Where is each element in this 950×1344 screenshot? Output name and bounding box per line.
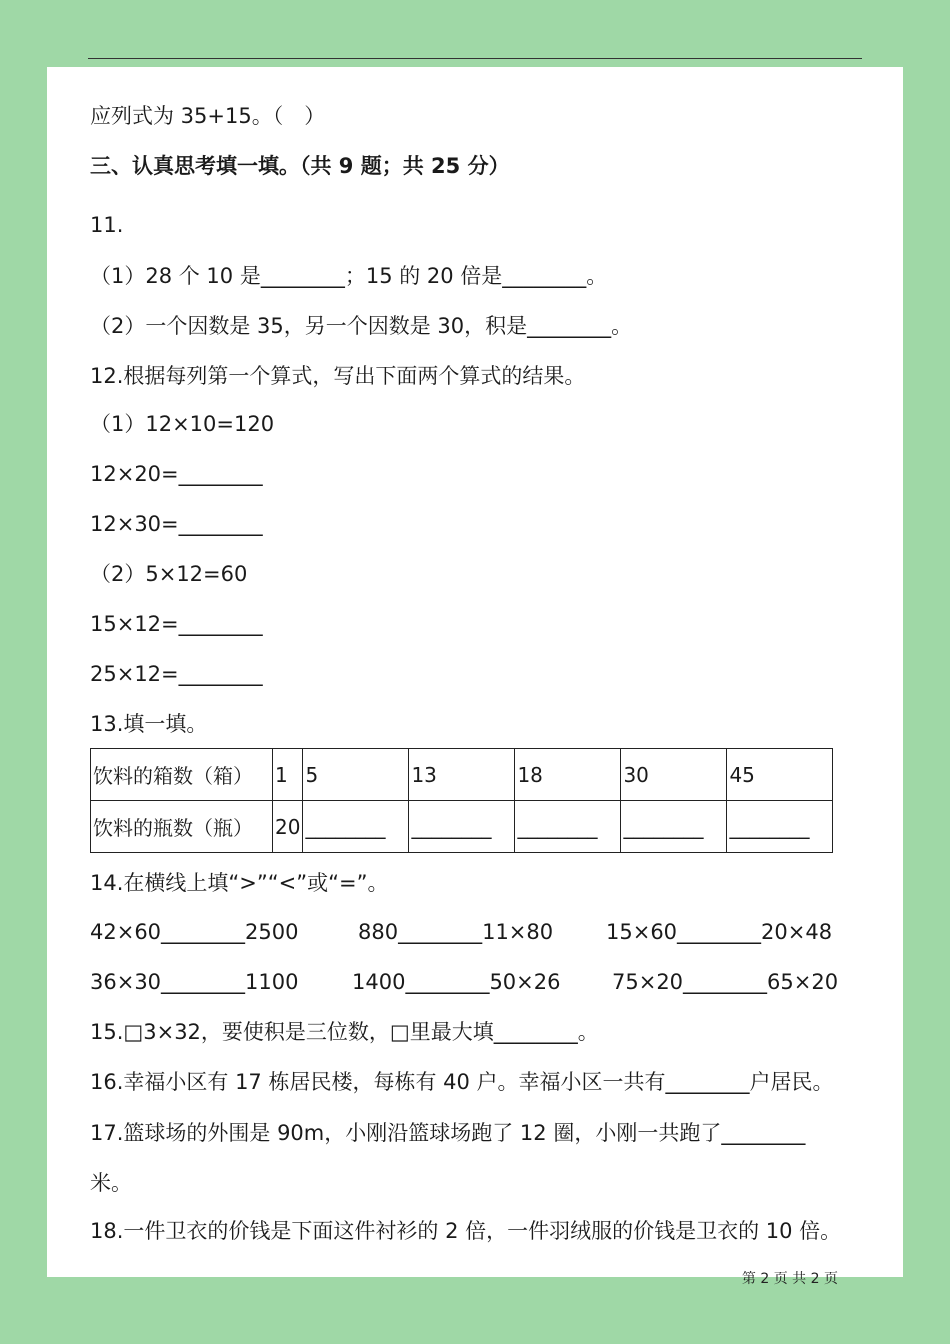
- comparison-item: 15×60________20×48: [606, 920, 833, 944]
- table-cell-blank: ________: [515, 801, 621, 853]
- question-11-part1: （1）28 个 10 是________；15 的 20 倍是________。: [90, 264, 608, 288]
- table-cell: 18: [515, 749, 621, 801]
- question-12-part1-b: 12×30=________: [90, 512, 263, 536]
- question-18: 18.一件卫衣的价钱是下面这件衬衫的 2 倍，一件羽绒服的价钱是卫衣的 10 倍。: [90, 1219, 842, 1243]
- table-row-boxes: [91, 749, 833, 801]
- question-12-title: 12.根据每列第一个算式，写出下面两个算式的结果。: [90, 364, 586, 388]
- table-cell: 饮料的箱数（箱）: [91, 749, 273, 801]
- question-15: 15.□3×32，要使积是三位数，□里最大填________。: [90, 1020, 599, 1044]
- comparison-item: 36×30________1100: [90, 970, 299, 994]
- table-cell-blank: ________: [303, 801, 409, 853]
- question-13-title: 13.填一填。: [90, 712, 208, 736]
- table-cell: 13: [409, 749, 515, 801]
- question-12-part2-b: 25×12=________: [90, 662, 263, 686]
- table-cell: 45: [727, 749, 833, 801]
- question-17-unit: 米。: [90, 1171, 132, 1195]
- question-14-title: 14.在横线上填“>”“<”或“=”。: [90, 871, 389, 895]
- section-3-heading: 三、认真思考填一填。（共 9 题；共 25 分）: [90, 154, 510, 178]
- comparison-item: 1400________50×26: [352, 970, 561, 994]
- table-cell: 1: [273, 749, 303, 801]
- table-row-bottles: [91, 801, 833, 853]
- question-11-number: 11.: [90, 213, 124, 237]
- table-cell: 5: [303, 749, 409, 801]
- question-13-table: [90, 748, 833, 853]
- table-cell-blank: ________: [621, 801, 727, 853]
- question-12-part2: （2）5×12=60: [90, 562, 248, 586]
- table-cell: 20: [273, 801, 303, 853]
- question-16: 16.幸福小区有 17 栋居民楼，每栋有 40 户。幸福小区一共有________户居民。: [90, 1070, 834, 1094]
- question-12-part2-a: 15×12=________: [90, 612, 263, 636]
- table-cell: 30: [621, 749, 727, 801]
- question-17: 17.篮球场的外围是 90m，小刚沿篮球场跑了 12 圈，小刚一共跑了________: [90, 1121, 806, 1145]
- question-12-part1-a: 12×20=________: [90, 462, 263, 486]
- comparison-item: 880________11×80: [358, 920, 554, 944]
- page-footer: 第 2 页 共 2 页: [741, 1271, 838, 1287]
- comparison-item: 75×20________65×20: [612, 970, 839, 994]
- table-cell-blank: ________: [409, 801, 515, 853]
- question-10-tail: 应列式为 35+15。（ ）: [90, 104, 326, 128]
- table-cell-blank: ________: [727, 801, 833, 853]
- question-11-part2: （2）一个因数是 35，另一个因数是 30，积是________。: [90, 314, 633, 338]
- comparison-item: 42×60________2500: [90, 920, 299, 944]
- table-cell: 饮料的瓶数（瓶）: [91, 801, 273, 853]
- question-12-part1: （1）12×10=120: [90, 412, 275, 436]
- top-rule: [88, 58, 862, 59]
